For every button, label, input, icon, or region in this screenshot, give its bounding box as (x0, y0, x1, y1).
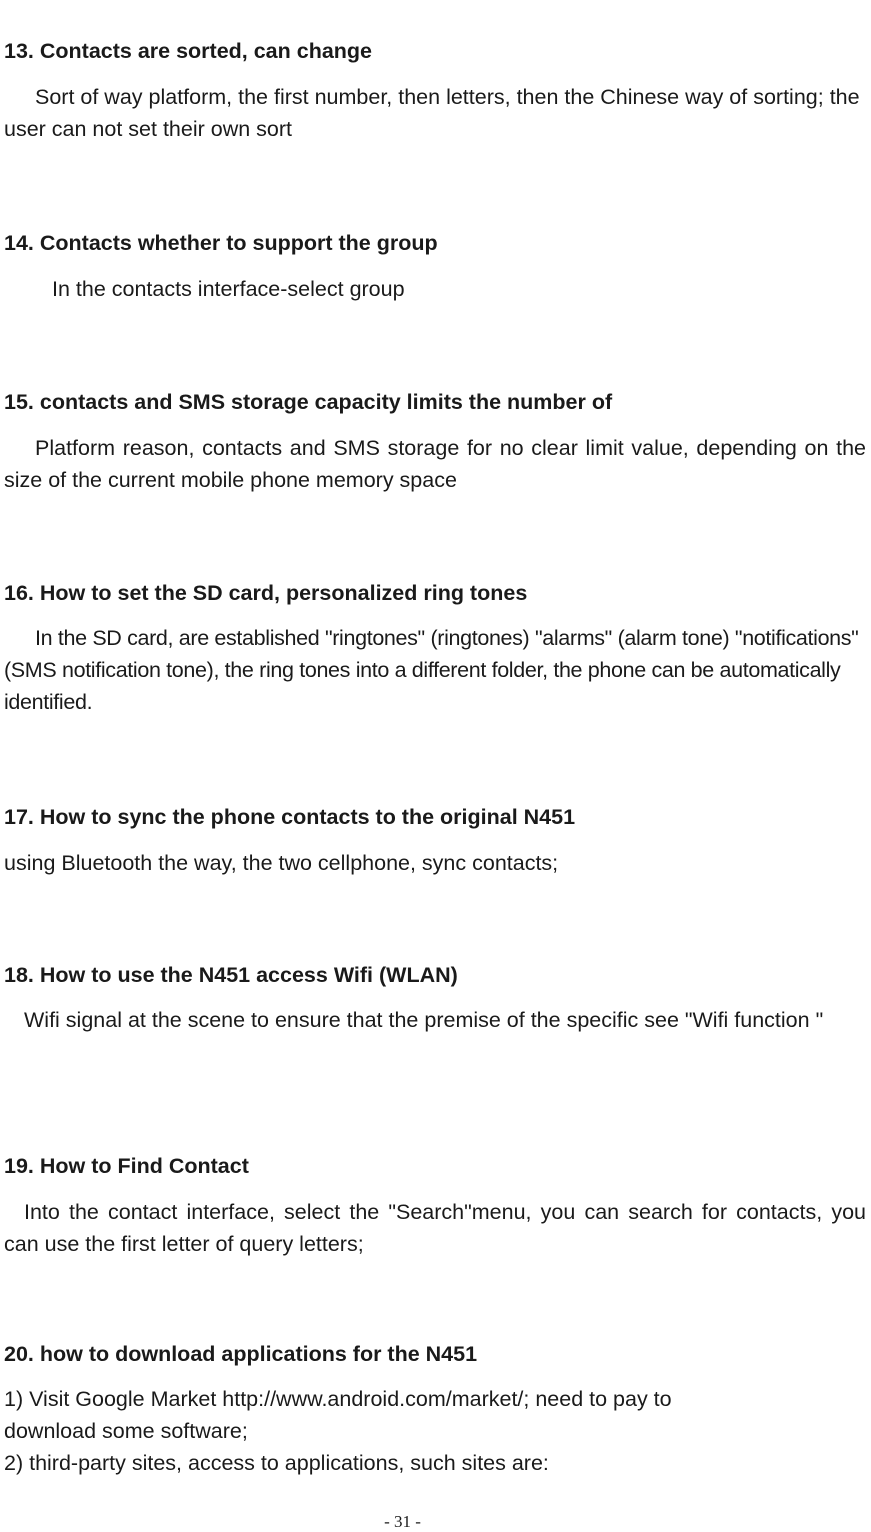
section-13-body: Sort of way platform, the first number, then letters, then the Chinese way of sorting; the user can not set their own sort (4, 85, 860, 141)
section-20-heading: 20. how to download applications for the N451 (4, 1342, 478, 1366)
page-number: - 31 - (384, 1512, 421, 1531)
section-15-body: Platform reason, contacts and SMS storage for no clear limit value, depending on the size of the current mobile phone memory space (4, 436, 866, 492)
section-20-body (4, 1383, 866, 1479)
section-16-body: In the SD card, are established "ringtones" (ringtones) "alarms" (alarm tone) "notifications" (SMS notification tone), the ring tones into a different folder, the phone can be automatically identified. (4, 626, 859, 714)
section-18-body: Wifi signal at the scene to ensure that the premise of the specific see "Wifi function " (24, 1008, 824, 1032)
section-20-line-3: 2) third-party sites, access to applications, such sites are: (4, 1451, 549, 1475)
section-17-body: using Bluetooth the way, the two cellphone, sync contacts; (4, 851, 559, 875)
section-19-heading: 19. How to Find Contact (4, 1154, 249, 1178)
section-17-heading: 17. How to sync the phone contacts to the original N451 (4, 805, 576, 829)
section-13-heading: 13. Contacts are sorted, can change (4, 39, 373, 63)
section-20-line-1: 1) Visit Google Market http://www.android.com/market/; need to pay to (4, 1387, 672, 1411)
section-15-heading: 15. contacts and SMS storage capacity limits the number of (4, 390, 613, 414)
section-20-line-2: download some software; (4, 1419, 248, 1443)
section-18-heading: 18. How to use the N451 access Wifi (WLAN) (4, 963, 458, 987)
section-14-heading: 14. Contacts whether to support the group (4, 231, 438, 255)
section-16-heading: 16. How to set the SD card, personalized ring tones (4, 581, 528, 605)
section-14-body: In the contacts interface-select group (52, 277, 405, 301)
section-19-body: Into the contact interface, select the "Search"menu, you can search for contacts, you can use the first letter of query letters; (4, 1200, 866, 1256)
